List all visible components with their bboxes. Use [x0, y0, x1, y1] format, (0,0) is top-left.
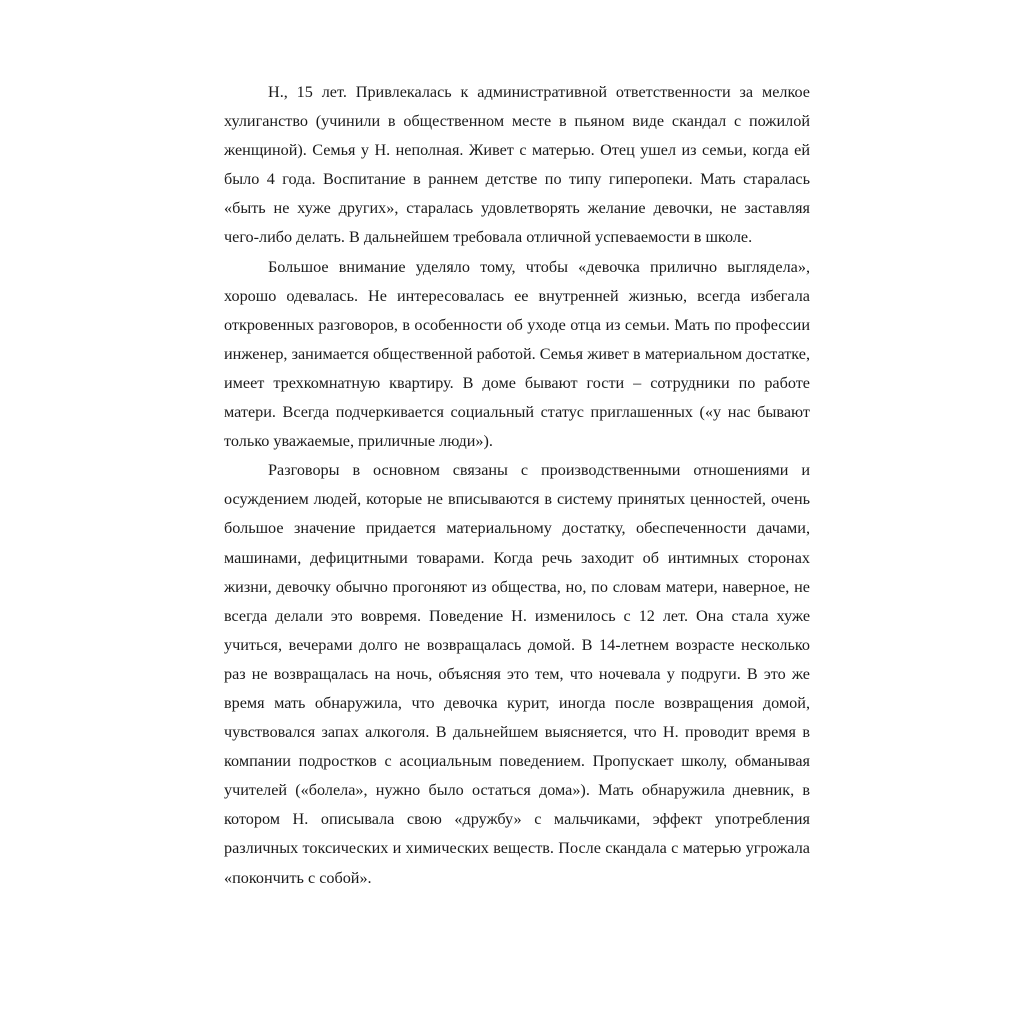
document-page [224, 78, 810, 893]
paragraph-3: Разговоры в основном связаны с производственными отношениями и осуждением людей, которые не вписываются в систему принятых ценностей, очень большое значение придается материальному достатку, обеспеченности дачами, машинами, дефицитными товарами. Когда речь заходит об интимных сторонах жизни, девочку обычно прогоняют из общества, но, по словам матери, наверное, не всегда делали это вовремя. Поведение Н. изменилось с 12 лет. Она стала хуже учиться, вечерами долго не возвращалась домой. В 14-летнем возрасте несколько раз не возвращалась на ночь, объясняя это тем, что ночевала у подруги. В это же время мать обнаружила, что девочка курит, иногда после возвращения домой, чувствовался запах алкоголя. В дальнейшем выясняется, что Н. проводит время в компании подростков с асоциальным поведением. Пропускает школу, обманывая учителей («болела», нужно было остаться дома»). Мать обнаружила дневник, в котором Н. описывала свою «дружбу» с мальчиками, эффект употребления различных токсических и химических веществ. После скандала с матерью угрожала «покончить с собой». [224, 461, 810, 887]
paragraph-2: Большое внимание уделяло тому, чтобы «девочка прилично выглядела», хорошо одевалась. Не интересовалась ее внутренней жизнью, всегда избегала откровенных разговоров, в особенности об уходе отца из семьи. Мать по профессии инженер, занимается общественной работой. Семья живет в материальном достатке, имеет трехкомнатную квартиру. В доме бывают гости – сотрудники по работе матери. Всегда подчеркивается социальный статус приглашенных («у нас бывают только уважаемые, приличные люди»). [224, 257, 810, 451]
paragraph-1: Н., 15 лет. Привлекалась к административной ответственности за мелкое хулиганство (учинили в общественном месте в пьяном виде скандал с пожилой женщиной). Семья у Н. неполная. Живет с матерью. Отец ушел из семьи, когда ей было 4 года. Воспитание в раннем детстве по типу гиперопеки. Мать старалась «быть не хуже других», старалась удовлетворять желание девочки, не заставляя чего-либо делать. В дальнейшем требовала отличной успеваемости в школе. [224, 83, 810, 247]
